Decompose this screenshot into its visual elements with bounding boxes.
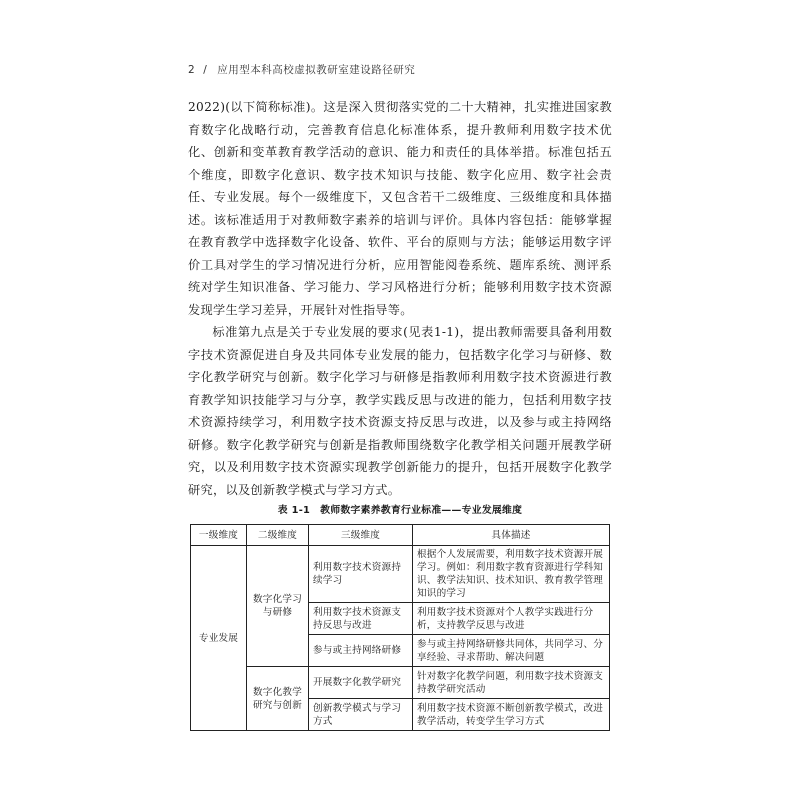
cell-level3: 利用数字技术资源持续学习	[309, 546, 413, 603]
header-separator: /	[203, 64, 208, 76]
cell-description: 根据个人发展需要，利用数字技术资源开展学习。例如：利用数字教育资源进行学科知识、教学法知识、技术知识、教育教学管理知识的学习	[413, 546, 610, 603]
table-row	[191, 546, 610, 603]
cell-description: 针对数字化教学问题，利用数字技术资源支持教学研究活动	[413, 667, 610, 699]
book-title: 应用型本科高校虚拟教研室建设路径研究	[217, 64, 416, 76]
cell-description: 利用数字技术资源不断创新教学模式，改进教学活动，转变学生学习方式	[413, 699, 610, 731]
cell-level3: 利用数字技术资源支持反思与改进	[309, 603, 413, 635]
standard-table	[190, 524, 610, 731]
paragraph-1: 2022)(以下简称标准)。这是深入贯彻落实党的二十大精神，扎实推进国家教育数字化战略行动，完善教育信息化标准体系，提升教师利用数字技术优化、创新和变革教育教学活动的意识、能力和责任的具体举措。标准包括五个维度，即数字化意识、数字技术知识与技能、数字化应用、数字社会责任、专业发展。每个一级维度下，又包含若干二级维度、三级维度和具体描述。该标准适用于对教师数字素养的培训与评价。具体内容包括：能够掌握在教育教学中选择数字化设备、软件、平台的原则与方法；能够运用数字评价工具对学生的学习情况进行分析，应用智能阅卷系统、题库系统、测评系统对学生知识准备、学习能力、学习风格进行分析；能够利用数字技术资源发现学生学习差异，开展针对性指导等。	[188, 100, 612, 317]
page-number: 2	[188, 64, 196, 76]
paragraph-2: 标准第九点是关于专业发展的要求(见表1-1)，提出教师需要具备利用数字技术资源促进自身及共同体专业发展的能力，包括数字化学习与研修、数字化教学研究与创新。数字化学习与研修是指教师利用数字技术资源进行教育教学知识技能学习与分享，教学实践反思与改进的能力，包括利用数字技术资源持续学习，利用数字技术资源支持反思与改进，以及参与或主持网络研修。数字化教学研究与创新是指教师围绕数字化教学相关问题开展教学研究，以及利用数字技术资源实现教学创新能力的提升，包括开展数字化教学研究，以及创新教学模式与学习方式。	[188, 325, 612, 497]
header-level3: 三级维度	[309, 525, 413, 546]
running-header	[188, 62, 415, 77]
cell-level3: 开展数字化教学研究	[309, 667, 413, 699]
body-text	[188, 96, 612, 501]
cell-description: 参与或主持网络研修共同体，共同学习、分享经验、寻求帮助、解决问题	[413, 635, 610, 667]
cell-level2: 数字化教学研究与创新	[247, 667, 309, 731]
cell-level3: 参与或主持网络研修	[309, 635, 413, 667]
header-level1: 一级维度	[191, 525, 247, 546]
cell-description: 利用数字技术资源对个人教学实践进行分析，支持教学反思与改进	[413, 603, 610, 635]
cell-level3: 创新教学模式与学习方式	[309, 699, 413, 731]
table-header-row	[191, 525, 610, 546]
table-title: 表 1-1 教师数字素养教育行业标准——专业发展维度	[277, 505, 523, 516]
cell-level2: 数字化学习与研修	[247, 546, 309, 667]
table-row	[191, 667, 610, 699]
cell-level1: 专业发展	[191, 546, 247, 731]
header-description: 具体描述	[413, 525, 610, 546]
header-level2: 二级维度	[247, 525, 309, 546]
